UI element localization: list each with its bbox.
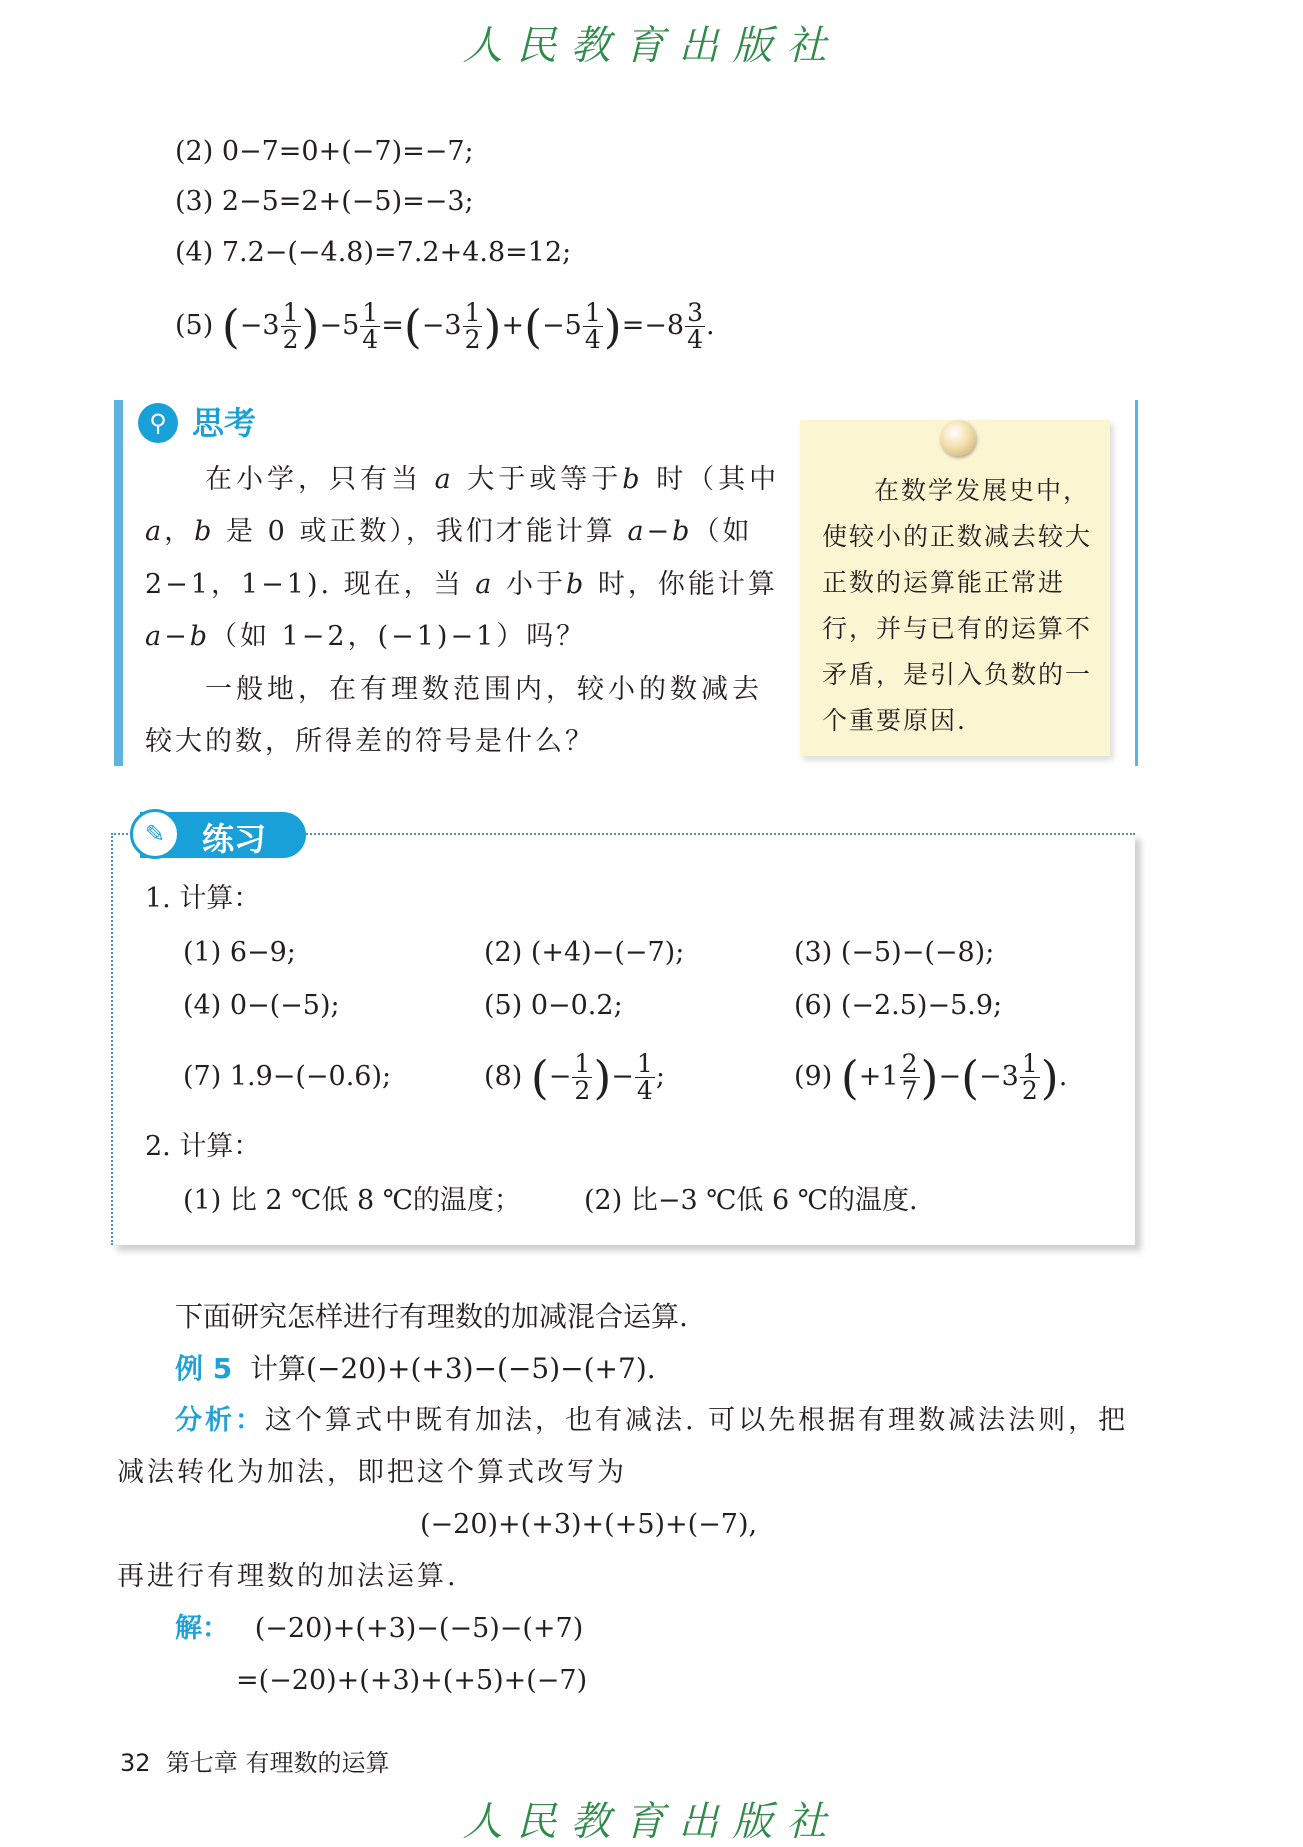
note-line-6: 个重要原因. bbox=[822, 706, 967, 735]
exercise-item-9: (9) (+1 $\frac{2}{7}$ )−(−3 $\frac{1}{2}$ ). bbox=[794, 1049, 1068, 1105]
solution-line-3: (3) 2−5=2+(−5)=−3; bbox=[175, 186, 474, 217]
fraction: $\frac{1}{4}$ bbox=[362, 298, 379, 354]
publisher-logo-top: 人民教育出版社 bbox=[462, 23, 841, 69]
pencil-icon: ✎ bbox=[130, 809, 180, 859]
exercise-item: (7) 1.9−(−0.6); bbox=[183, 1061, 392, 1092]
note-line-1: 在数学发展史中， bbox=[874, 476, 1091, 505]
think-p1-line2: a，b 是 0 或正数），我们才能计算 a−b（如 bbox=[145, 516, 753, 547]
intro-text: 下面研究怎样进行有理数的加减混合运算. bbox=[175, 1300, 688, 1333]
think-p2-line1: 一般地，在有理数范围内，较小的数减去 bbox=[205, 674, 763, 705]
exercise-item: (2) 比−3 ℃低 6 ℃的温度. bbox=[584, 1185, 918, 1216]
exercise-item: (6) (−2.5)−5.9; bbox=[794, 990, 1003, 1021]
exercise-item: (2) (+4)−(−7); bbox=[484, 937, 685, 968]
whole: −5 bbox=[319, 310, 360, 341]
exercise-item-8: (8) (− $\frac{1}{2}$ )− $\frac{1}{4}$ ; bbox=[484, 1049, 665, 1105]
analysis-line-2: 减法转化为加法，即把这个算式改写为 bbox=[117, 1457, 627, 1488]
note-line-3: 正数的运算能正常进 bbox=[822, 568, 1066, 597]
note-line-4: 行，并与已有的运算不 bbox=[822, 614, 1093, 643]
publisher-logo-bottom: 人民教育出版社 bbox=[462, 1799, 841, 1845]
chapter-title: 第七章 有理数的运算 bbox=[165, 1749, 390, 1777]
exercise-title: 练习 bbox=[202, 820, 267, 858]
exercise-item: (4) 0−(−5); bbox=[183, 990, 340, 1021]
page-number: 32 bbox=[120, 1749, 151, 1777]
note-line-2: 使较小的正数减去较大 bbox=[822, 522, 1093, 551]
think-title: 思考 bbox=[192, 404, 257, 442]
analysis-equation: (−20)+(+3)+(+5)+(−7), bbox=[420, 1509, 758, 1540]
exercise-q1: 1. 计算： bbox=[145, 883, 261, 914]
solution-line-a: 解： (−20)+(+3)−(−5)−(+7) bbox=[175, 1613, 584, 1644]
pin-icon bbox=[940, 420, 976, 456]
whole: −3 bbox=[239, 310, 280, 341]
footer bbox=[120, 1743, 389, 1778]
think-p1-line3: 2−1，1−1). 现在，当 a 小于b 时，你能计算 bbox=[145, 569, 778, 600]
exercise-item: (3) (−5)−(−8); bbox=[794, 937, 995, 968]
think-p1-line4: a−b（如 1−2，(−1)−1）吗？ bbox=[145, 621, 587, 652]
analysis-line-3: 再进行有理数的加法运算. bbox=[117, 1561, 459, 1592]
solution-line-b: =(−20)+(+3)+(+5)+(−7) bbox=[236, 1665, 588, 1696]
analysis-line-1: 分析：这个算式中既有加法，也有减法. 可以先根据有理数减法法则，把 bbox=[175, 1405, 1129, 1436]
lightbulb-icon: ⚲ bbox=[138, 403, 178, 443]
label: (5) bbox=[175, 310, 214, 341]
think-p2-line2: 较大的数，所得差的符号是什么？ bbox=[145, 726, 595, 757]
result: =−8 bbox=[621, 310, 685, 341]
fraction: $\frac{3}{4}$ bbox=[687, 298, 704, 354]
solution-line-5: (5) (−3 $\frac{1}{2}$ )−5 $\frac{1}{4}$ =(−3 $\frac{1}{2}$ )+(−5 $\frac{1}{4}$ )=−8 $\frac{3}{4}$ . bbox=[175, 298, 715, 354]
exercise-q2: 2. 计算： bbox=[145, 1131, 261, 1162]
exercise-item: (1) 比 2 ℃低 8 ℃的温度； bbox=[183, 1185, 521, 1216]
solution-line-4: (4) 7.2−(−4.8)=7.2+4.8=12; bbox=[175, 237, 572, 268]
example-line: 例 5 计算(−20)+(+3)−(−5)−(+7). bbox=[175, 1352, 656, 1385]
think-p1-line1: 在小学，只有当 a 大于或等于b 时（其中 bbox=[205, 464, 781, 495]
think-right-bar bbox=[1135, 400, 1138, 766]
exercise-item: (1) 6−9; bbox=[183, 937, 296, 968]
solution-line-2: (2) 0−7=0+(−7)=−7; bbox=[175, 136, 474, 167]
think-left-bar bbox=[114, 400, 123, 766]
note-line-5: 矛盾，是引入负数的一 bbox=[822, 660, 1093, 689]
fraction: $\frac{1}{2}$ bbox=[282, 298, 299, 354]
exercise-item: (5) 0−0.2; bbox=[484, 990, 623, 1021]
